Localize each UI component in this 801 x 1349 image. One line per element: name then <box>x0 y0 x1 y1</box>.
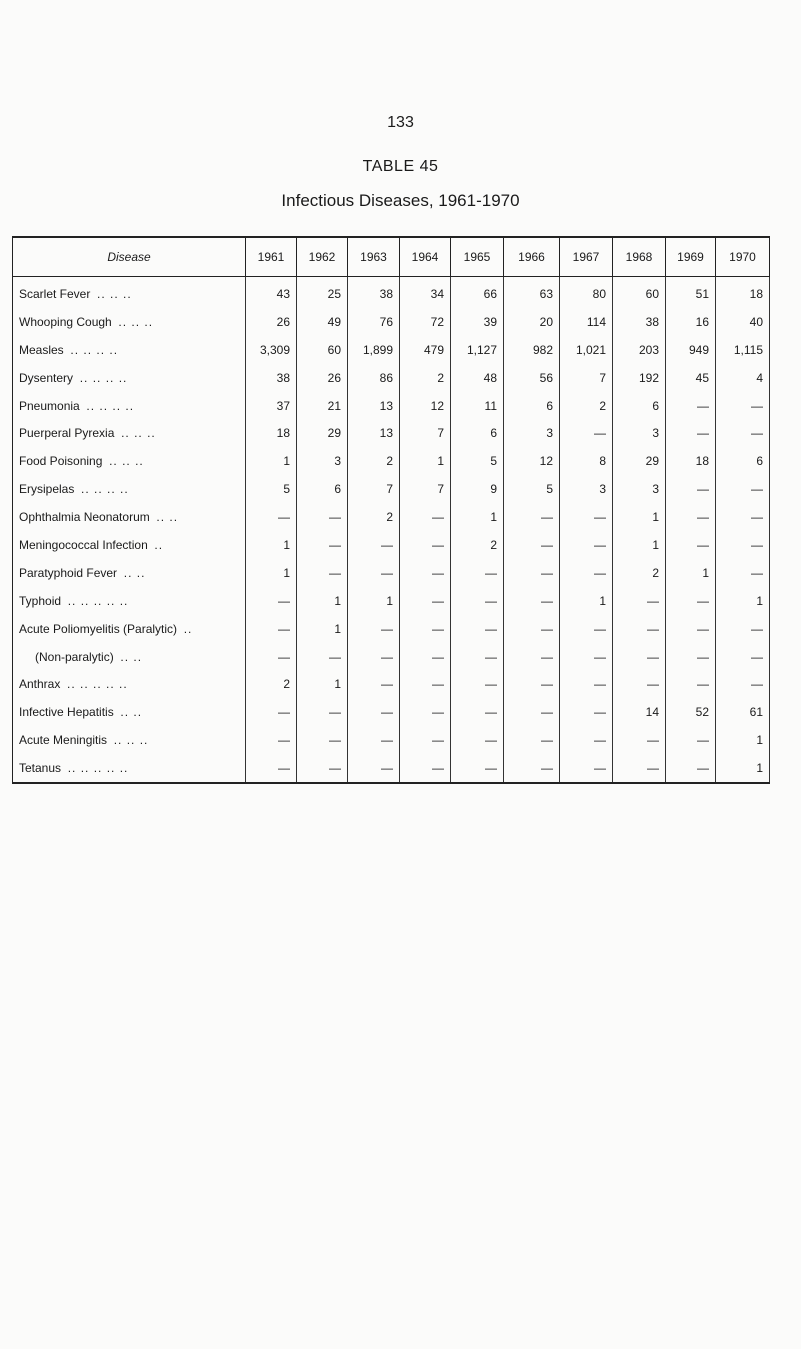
value-cell: 80 <box>560 277 613 308</box>
value-cell: — <box>297 503 348 531</box>
disease-cell <box>13 308 246 336</box>
value-cell: 39 <box>451 308 504 336</box>
value-cell: — <box>400 587 451 615</box>
value-cell: — <box>246 615 297 643</box>
value-cell: 5 <box>246 475 297 503</box>
value-cell: 18 <box>246 419 297 447</box>
dot-leader: .. .. <box>120 649 143 664</box>
table-row <box>13 587 770 615</box>
value-cell: — <box>504 587 560 615</box>
year-column-header: 1966 <box>504 237 560 277</box>
header-row <box>13 237 770 277</box>
value-cell: — <box>504 754 560 783</box>
value-cell: — <box>666 531 716 559</box>
value-cell: — <box>560 754 613 783</box>
table-body <box>13 277 770 784</box>
value-cell: 1 <box>716 754 770 783</box>
value-cell: 5 <box>504 475 560 503</box>
year-column-header: 1962 <box>297 237 348 277</box>
value-cell: — <box>613 643 666 671</box>
value-cell: — <box>560 643 613 671</box>
value-cell: 8 <box>560 447 613 475</box>
value-cell: — <box>246 503 297 531</box>
value-cell: — <box>666 726 716 754</box>
value-cell: — <box>400 643 451 671</box>
dot-leader: .. .. .. .. <box>86 398 135 413</box>
value-cell: 192 <box>613 364 666 392</box>
value-cell: — <box>666 392 716 420</box>
value-cell: 1 <box>560 587 613 615</box>
value-cell: 60 <box>297 336 348 364</box>
dot-leader: .. .. .. <box>97 286 132 301</box>
value-cell: — <box>297 531 348 559</box>
value-cell: — <box>613 726 666 754</box>
table-row <box>13 531 770 559</box>
value-cell: — <box>716 670 770 698</box>
value-cell: 203 <box>613 336 666 364</box>
disease-name: Food Poisoning <box>19 454 103 469</box>
table-row <box>13 559 770 587</box>
table-row <box>13 615 770 643</box>
value-cell: 1 <box>613 503 666 531</box>
value-cell: 25 <box>297 277 348 308</box>
value-cell: 86 <box>348 364 400 392</box>
value-cell: — <box>348 698 400 726</box>
disease-cell <box>13 419 246 447</box>
table-row <box>13 503 770 531</box>
dot-leader: .. .. <box>156 510 179 525</box>
value-cell: 38 <box>348 277 400 308</box>
year-column-header: 1968 <box>613 237 666 277</box>
disease-cell <box>13 531 246 559</box>
value-cell: 479 <box>400 336 451 364</box>
value-cell: 3,309 <box>246 336 297 364</box>
value-cell: — <box>560 503 613 531</box>
value-cell: 1,899 <box>348 336 400 364</box>
dot-leader: .. .. .. .. .. <box>67 761 129 776</box>
value-cell: — <box>400 670 451 698</box>
value-cell: — <box>348 726 400 754</box>
value-cell: 6 <box>716 447 770 475</box>
value-cell: 18 <box>716 277 770 308</box>
value-cell: 3 <box>504 419 560 447</box>
dot-leader: .. .. .. .. <box>70 342 119 357</box>
value-cell: — <box>716 643 770 671</box>
value-cell: — <box>666 475 716 503</box>
table-row <box>13 364 770 392</box>
value-cell: — <box>504 726 560 754</box>
disease-cell <box>13 277 246 308</box>
value-cell: 1 <box>716 587 770 615</box>
dot-leader: .. .. .. <box>113 733 149 748</box>
value-cell: — <box>716 475 770 503</box>
value-cell: — <box>297 643 348 671</box>
dot-leader: .. .. .. <box>121 426 156 441</box>
value-cell: 2 <box>348 447 400 475</box>
value-cell: — <box>560 615 613 643</box>
table-title: TABLE 45 <box>362 158 439 175</box>
value-cell: 1 <box>451 503 504 531</box>
value-cell: 3 <box>613 419 666 447</box>
value-cell: — <box>666 754 716 783</box>
year-column-header: 1965 <box>451 237 504 277</box>
table-row <box>13 419 770 447</box>
value-cell: — <box>613 587 666 615</box>
table-row <box>13 754 770 783</box>
value-cell: 45 <box>666 364 716 392</box>
value-cell: — <box>716 419 770 447</box>
disease-name: Acute Poliomyelitis (Paralytic) <box>19 621 178 636</box>
value-cell: — <box>246 643 297 671</box>
disease-name: Tetanus <box>19 761 62 776</box>
table-row <box>13 726 770 754</box>
table-row <box>13 392 770 420</box>
value-cell: 37 <box>246 392 297 420</box>
disease-name: Meningococcal Infection <box>19 537 148 552</box>
disease-cell <box>13 475 246 503</box>
value-cell: — <box>451 559 504 587</box>
value-cell: — <box>504 670 560 698</box>
disease-cell <box>13 754 246 783</box>
value-cell: 16 <box>666 308 716 336</box>
value-cell: 11 <box>451 392 504 420</box>
value-cell: — <box>666 587 716 615</box>
value-cell: 982 <box>504 336 560 364</box>
value-cell: 1 <box>297 615 348 643</box>
value-cell: — <box>246 726 297 754</box>
value-cell: 38 <box>246 364 297 392</box>
disease-name: Paratyphoid Fever <box>19 565 118 580</box>
value-cell: — <box>451 754 504 783</box>
page-number: 133 <box>387 114 414 131</box>
disease-cell <box>13 336 246 364</box>
table-subtitle: Infectious Diseases, 1961-1970 <box>281 191 520 210</box>
disease-name: Acute Meningitis <box>19 733 108 748</box>
value-cell: — <box>666 670 716 698</box>
value-cell: — <box>613 615 666 643</box>
value-cell: — <box>504 531 560 559</box>
value-cell: — <box>504 503 560 531</box>
value-cell: 29 <box>613 447 666 475</box>
value-cell: 3 <box>560 475 613 503</box>
dot-leader: .. .. .. .. <box>81 482 129 497</box>
value-cell: — <box>560 670 613 698</box>
value-cell: 34 <box>400 277 451 308</box>
value-cell: — <box>400 726 451 754</box>
value-cell: 14 <box>613 698 666 726</box>
disease-cell <box>13 643 246 671</box>
value-cell: 18 <box>666 447 716 475</box>
value-cell: — <box>348 615 400 643</box>
value-cell: 56 <box>504 364 560 392</box>
value-cell: 40 <box>716 308 770 336</box>
dot-leader: .. .. .. .. <box>79 370 128 385</box>
value-cell: 3 <box>613 475 666 503</box>
value-cell: 1 <box>246 559 297 587</box>
year-column-header: 1961 <box>246 237 297 277</box>
value-cell: 2 <box>348 503 400 531</box>
value-cell: — <box>613 670 666 698</box>
table-row <box>13 447 770 475</box>
value-cell: 21 <box>297 392 348 420</box>
disease-cell <box>13 503 246 531</box>
value-cell: 12 <box>504 447 560 475</box>
disease-cell <box>13 698 246 726</box>
disease-name: Measles <box>19 342 64 357</box>
value-cell: 2 <box>451 531 504 559</box>
value-cell: 49 <box>297 308 348 336</box>
dot-leader: .. .. .. <box>109 454 144 469</box>
value-cell: — <box>246 698 297 726</box>
value-cell: — <box>613 754 666 783</box>
value-cell: — <box>716 503 770 531</box>
value-cell: — <box>716 615 770 643</box>
value-cell: 66 <box>451 277 504 308</box>
disease-cell <box>13 559 246 587</box>
value-cell: 6 <box>613 392 666 420</box>
dot-leader: .. <box>154 537 164 552</box>
value-cell: 1,021 <box>560 336 613 364</box>
dot-leader: .. .. <box>120 705 143 720</box>
value-cell: — <box>348 754 400 783</box>
value-cell: 2 <box>613 559 666 587</box>
disease-cell <box>13 392 246 420</box>
value-cell: — <box>400 559 451 587</box>
value-cell: — <box>297 559 348 587</box>
value-cell: 26 <box>297 364 348 392</box>
value-cell: 60 <box>613 277 666 308</box>
value-cell: — <box>400 503 451 531</box>
value-cell: 76 <box>348 308 400 336</box>
value-cell: — <box>451 670 504 698</box>
value-cell: 13 <box>348 419 400 447</box>
dot-leader: .. .. .. .. .. <box>67 593 129 608</box>
table-row <box>13 698 770 726</box>
value-cell: — <box>504 643 560 671</box>
value-cell: 6 <box>504 392 560 420</box>
value-cell: — <box>560 531 613 559</box>
value-cell: 5 <box>451 447 504 475</box>
value-cell: 1 <box>297 587 348 615</box>
value-cell: 4 <box>716 364 770 392</box>
value-cell: — <box>451 587 504 615</box>
disease-cell <box>13 364 246 392</box>
value-cell: 1 <box>348 587 400 615</box>
value-cell: — <box>400 754 451 783</box>
value-cell: — <box>560 559 613 587</box>
value-cell: — <box>297 726 348 754</box>
value-cell: 6 <box>297 475 348 503</box>
value-cell: 7 <box>560 364 613 392</box>
value-cell: — <box>297 698 348 726</box>
value-cell: — <box>504 698 560 726</box>
value-cell: 9 <box>451 475 504 503</box>
value-cell: — <box>560 698 613 726</box>
value-cell: — <box>400 615 451 643</box>
dot-leader: .. <box>183 621 193 636</box>
value-cell: 52 <box>666 698 716 726</box>
value-cell: 1 <box>400 447 451 475</box>
value-cell: — <box>716 559 770 587</box>
value-cell: — <box>716 392 770 420</box>
value-cell: 1 <box>246 531 297 559</box>
value-cell: 1,115 <box>716 336 770 364</box>
value-cell: 7 <box>348 475 400 503</box>
year-column-header: 1964 <box>400 237 451 277</box>
value-cell: 6 <box>451 419 504 447</box>
disease-name: Dysentery <box>19 370 74 385</box>
disease-name: (Non-paralytic) <box>35 649 114 664</box>
disease-column-header: Disease <box>13 237 246 277</box>
value-cell: — <box>400 531 451 559</box>
disease-cell <box>13 447 246 475</box>
value-cell: — <box>451 643 504 671</box>
value-cell: — <box>451 698 504 726</box>
value-cell: — <box>666 615 716 643</box>
dot-leader: .. .. .. <box>118 314 154 329</box>
year-column-header: 1970 <box>716 237 770 277</box>
value-cell: 949 <box>666 336 716 364</box>
value-cell: 1 <box>297 670 348 698</box>
year-column-header: 1963 <box>348 237 400 277</box>
value-cell: 7 <box>400 475 451 503</box>
value-cell: 48 <box>451 364 504 392</box>
value-cell: — <box>400 698 451 726</box>
value-cell: 1 <box>716 726 770 754</box>
table-row <box>13 643 770 671</box>
value-cell: 61 <box>716 698 770 726</box>
table-row <box>13 670 770 698</box>
disease-name: Puerperal Pyrexia <box>19 426 115 441</box>
value-cell: 51 <box>666 277 716 308</box>
disease-cell <box>13 726 246 754</box>
disease-name: Anthrax <box>19 677 61 692</box>
value-cell: 1,127 <box>451 336 504 364</box>
value-cell: 13 <box>348 392 400 420</box>
disease-name: Scarlet Fever <box>19 286 91 301</box>
disease-cell <box>13 587 246 615</box>
disease-cell <box>13 670 246 698</box>
value-cell: 43 <box>246 277 297 308</box>
value-cell: 1 <box>246 447 297 475</box>
value-cell: — <box>560 419 613 447</box>
value-cell: 2 <box>246 670 297 698</box>
value-cell: — <box>560 726 613 754</box>
value-cell: — <box>666 643 716 671</box>
value-cell: 63 <box>504 277 560 308</box>
value-cell: — <box>666 503 716 531</box>
value-cell: — <box>504 615 560 643</box>
disease-cell <box>13 615 246 643</box>
disease-name: Typhoid <box>19 593 62 608</box>
table-row <box>13 336 770 364</box>
table-row <box>13 308 770 336</box>
value-cell: 12 <box>400 392 451 420</box>
value-cell: 2 <box>400 364 451 392</box>
year-column-header: 1969 <box>666 237 716 277</box>
value-cell: — <box>246 587 297 615</box>
infectious-diseases-table <box>12 236 770 784</box>
disease-name: Erysipelas <box>19 482 75 497</box>
value-cell: 29 <box>297 419 348 447</box>
value-cell: — <box>348 559 400 587</box>
value-cell: — <box>297 754 348 783</box>
year-column-header: 1967 <box>560 237 613 277</box>
value-cell: — <box>246 754 297 783</box>
value-cell: — <box>451 615 504 643</box>
value-cell: — <box>451 726 504 754</box>
value-cell: 1 <box>666 559 716 587</box>
value-cell: 7 <box>400 419 451 447</box>
value-cell: — <box>348 643 400 671</box>
disease-name: Pneumonia <box>19 398 80 413</box>
value-cell: 1 <box>613 531 666 559</box>
value-cell: 26 <box>246 308 297 336</box>
value-cell: — <box>348 531 400 559</box>
value-cell: 114 <box>560 308 613 336</box>
value-cell: 72 <box>400 308 451 336</box>
value-cell: 2 <box>560 392 613 420</box>
disease-name: Whooping Cough <box>19 314 112 329</box>
value-cell: — <box>716 531 770 559</box>
value-cell: — <box>666 419 716 447</box>
value-cell: 20 <box>504 308 560 336</box>
value-cell: — <box>348 670 400 698</box>
value-cell: — <box>504 559 560 587</box>
table-row <box>13 277 770 308</box>
disease-name: Infective Hepatitis <box>19 705 114 720</box>
table-row <box>13 475 770 503</box>
disease-name: Ophthalmia Neonatorum <box>19 510 150 525</box>
dot-leader: .. .. <box>123 565 146 580</box>
value-cell: 38 <box>613 308 666 336</box>
dot-leader: .. .. .. .. .. <box>67 677 128 692</box>
value-cell: 3 <box>297 447 348 475</box>
